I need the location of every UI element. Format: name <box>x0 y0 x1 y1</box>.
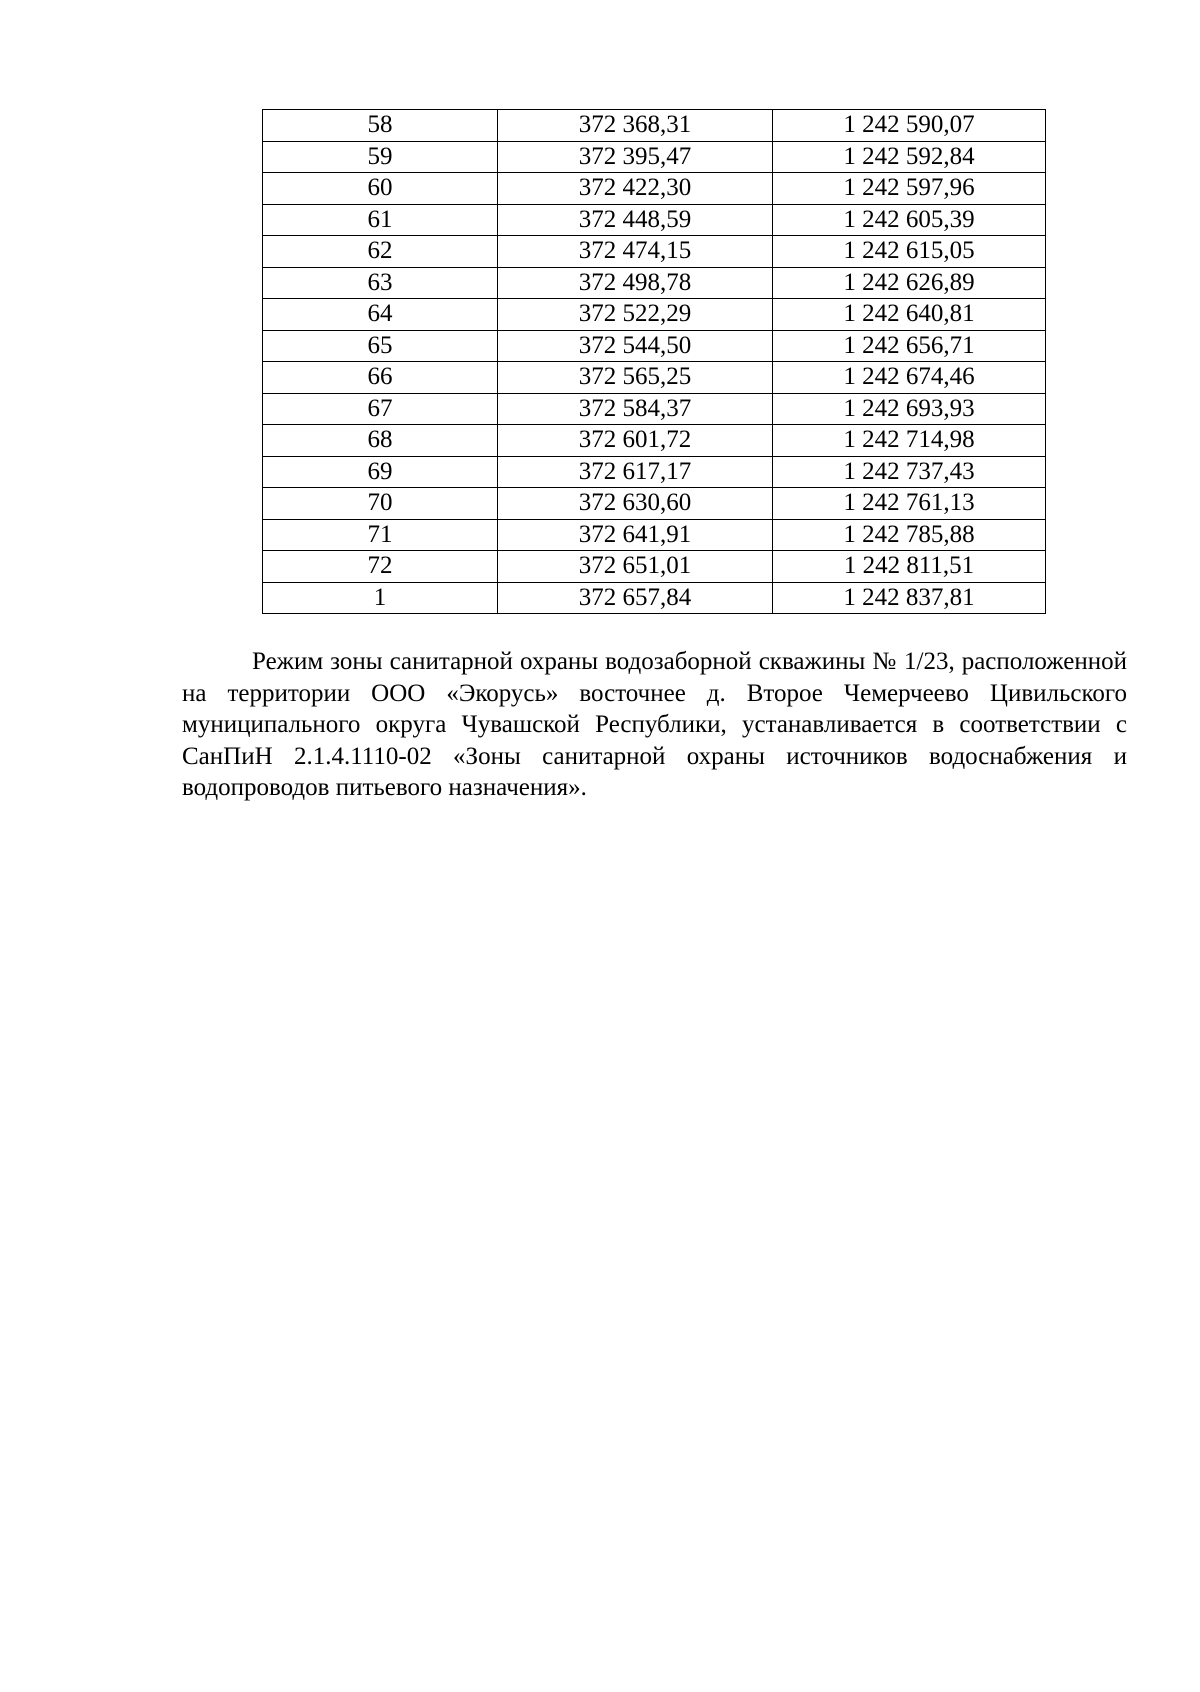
point-number-cell: 59 <box>263 141 498 173</box>
y-coordinate-cell: 1 242 674,46 <box>773 362 1046 394</box>
table-row <box>263 267 1046 299</box>
y-coordinate-cell: 1 242 605,39 <box>773 204 1046 236</box>
table-row <box>263 519 1046 551</box>
x-coordinate-cell: 372 448,59 <box>498 204 773 236</box>
point-number-cell: 66 <box>263 362 498 394</box>
y-coordinate-cell: 1 242 592,84 <box>773 141 1046 173</box>
x-coordinate-cell: 372 617,17 <box>498 456 773 488</box>
y-coordinate-cell: 1 242 590,07 <box>773 110 1046 142</box>
table-row <box>263 141 1046 173</box>
point-number-cell: 1 <box>263 582 498 614</box>
x-coordinate-cell: 372 601,72 <box>498 425 773 457</box>
y-coordinate-cell: 1 242 656,71 <box>773 330 1046 362</box>
table-row <box>263 488 1046 520</box>
table-row <box>263 582 1046 614</box>
point-number-cell: 63 <box>263 267 498 299</box>
y-coordinate-cell: 1 242 714,98 <box>773 425 1046 457</box>
point-number-cell: 60 <box>263 173 498 205</box>
table-row <box>263 330 1046 362</box>
y-coordinate-cell: 1 242 785,88 <box>773 519 1046 551</box>
x-coordinate-cell: 372 522,29 <box>498 299 773 331</box>
y-coordinate-cell: 1 242 693,93 <box>773 393 1046 425</box>
table-row <box>263 236 1046 268</box>
y-coordinate-cell: 1 242 615,05 <box>773 236 1046 268</box>
table-row <box>263 393 1046 425</box>
x-coordinate-cell: 372 630,60 <box>498 488 773 520</box>
x-coordinate-cell: 372 498,78 <box>498 267 773 299</box>
x-coordinate-cell: 372 584,37 <box>498 393 773 425</box>
x-coordinate-cell: 372 651,01 <box>498 551 773 583</box>
point-number-cell: 67 <box>263 393 498 425</box>
y-coordinate-cell: 1 242 837,81 <box>773 582 1046 614</box>
table-row <box>263 425 1046 457</box>
y-coordinate-cell: 1 242 761,13 <box>773 488 1046 520</box>
x-coordinate-cell: 372 368,31 <box>498 110 773 142</box>
x-coordinate-cell: 372 544,50 <box>498 330 773 362</box>
x-coordinate-cell: 372 395,47 <box>498 141 773 173</box>
x-coordinate-cell: 372 641,91 <box>498 519 773 551</box>
table-row <box>263 173 1046 205</box>
point-number-cell: 65 <box>263 330 498 362</box>
point-number-cell: 70 <box>263 488 498 520</box>
y-coordinate-cell: 1 242 737,43 <box>773 456 1046 488</box>
x-coordinate-cell: 372 474,15 <box>498 236 773 268</box>
point-number-cell: 64 <box>263 299 498 331</box>
point-number-cell: 72 <box>263 551 498 583</box>
point-number-cell: 71 <box>263 519 498 551</box>
x-coordinate-cell: 372 422,30 <box>498 173 773 205</box>
table-row <box>263 299 1046 331</box>
point-number-cell: 68 <box>263 425 498 457</box>
point-number-cell: 69 <box>263 456 498 488</box>
point-number-cell: 61 <box>263 204 498 236</box>
x-coordinate-cell: 372 565,25 <box>498 362 773 394</box>
table-row <box>263 204 1046 236</box>
x-coordinate-cell: 372 657,84 <box>498 582 773 614</box>
table-row <box>263 110 1046 142</box>
coordinates-table <box>262 109 1046 614</box>
y-coordinate-cell: 1 242 811,51 <box>773 551 1046 583</box>
sanitary-zone-regime-paragraph: Режим зоны санитарной охраны водозаборной скважины № 1/23, расположенной на территории ООО «Экорусь» восточнее д. Второе Чемерчеево Цивильского муниципального округа Чувашской Республики, устанавливается в соответствии с СанПиН 2.1.4.1110-02 «Зоны санитарной охраны источников водоснабжения и водопроводов питьевого назначения». <box>182 648 1127 801</box>
table-row <box>263 362 1046 394</box>
point-number-cell: 58 <box>263 110 498 142</box>
point-number-cell: 62 <box>263 236 498 268</box>
y-coordinate-cell: 1 242 626,89 <box>773 267 1046 299</box>
y-coordinate-cell: 1 242 640,81 <box>773 299 1046 331</box>
y-coordinate-cell: 1 242 597,96 <box>773 173 1046 205</box>
table-row <box>263 551 1046 583</box>
table-row <box>263 456 1046 488</box>
